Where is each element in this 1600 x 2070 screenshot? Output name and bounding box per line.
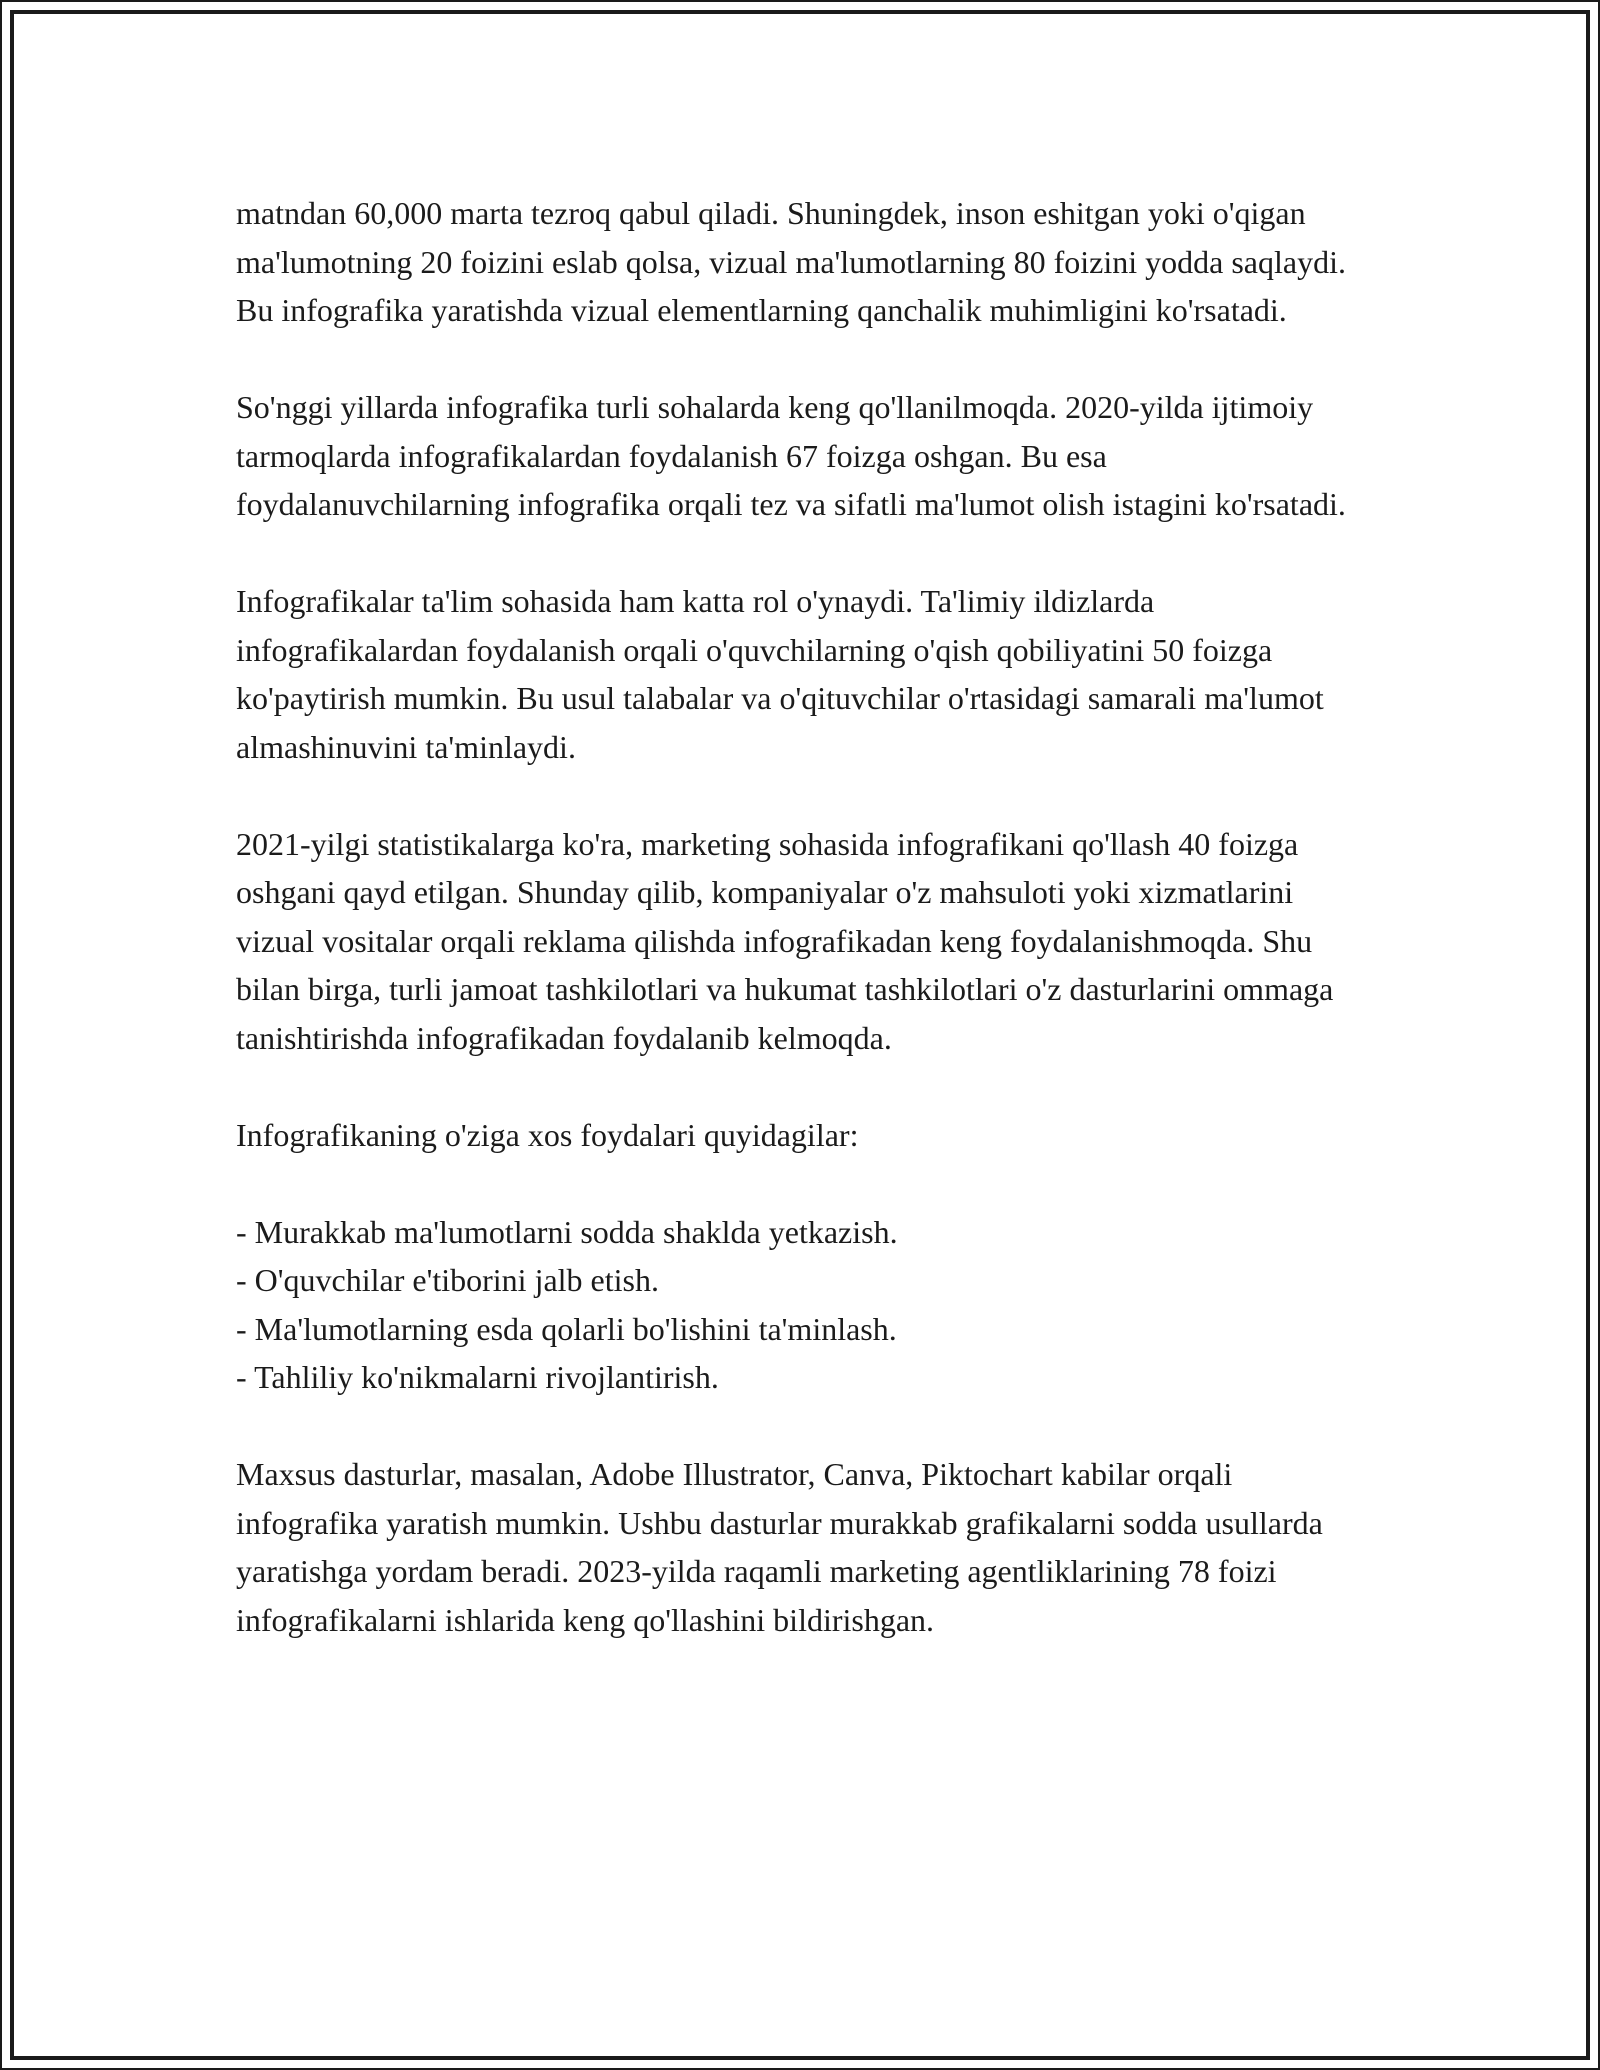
list-item: - O'quvchilar e'tiborini jalb etish. (236, 1262, 659, 1298)
document-body (236, 189, 1366, 1693)
benefits-list (236, 1208, 1366, 1402)
list-item: - Ma'lumotlarning esda qolarli bo'lishini ta'minlash. (236, 1310, 897, 1347)
paragraph-social-media: So'nggi yillarda infografika turli sohalarda keng qo'llanilmoqda. 2020-yilda ijtimoiy tarmoqlarda infografikalardan foydalanish 67 foizga oshgan. Bu esa foydalanuvchilarning infografika orqali tez va sifatli ma'lumot olish istagini ko'rsatadi. (236, 389, 1346, 522)
list-item: - Murakkab ma'lumotlarni sodda shaklda yetkazish. (236, 1213, 898, 1250)
paragraph-tools: Maxsus dasturlar, masalan, Adobe Illustrator, Canva, Piktochart kabilar orqali infografika yaratish mumkin. Ushbu dasturlar murakkab grafikalarni sodda usullarda yaratishga yordam beradi. 2023-yilda raqamli marketing agentliklarining 78 foizi infografikalarni ishlarida keng qo'llashini bildirishgan. (236, 1456, 1323, 1638)
paragraph-marketing: 2021-yilgi statistikalarga ko'ra, marketing sohasida infografikani qo'llash 40 foizga oshgani qayd etilgan. Shunday qilib, kompaniyalar o'z mahsuloti yoki xizmatlarini vizual vositalar orqali reklama qilishda infografikadan keng foydalanishmoqda. Shu bilan birga, turli jamoat tashkilotlari va hukumat tashkilotlari o'z dasturlarini ommaga tanishtirishda infografikadan foydalanib kelmoqda. (236, 825, 1334, 1056)
paragraph-benefits-heading: Infografikaning o'ziga xos foydalari quyidagilar: (236, 1116, 859, 1153)
paragraph-education: Infografikalar ta'lim sohasida ham katta rol o'ynaydi. Ta'limiy ildizlarda infografikalardan foydalanish orqali o'quvchilarning o'qish qobiliyatini 50 foizga ko'paytirish mumkin. Bu usul talabalar va o'qituvchilar o'rtasidagi samarali ma'lumot almashinuvini ta'minlaydi. (236, 583, 1324, 765)
paragraph-intro: matndan 60,000 marta tezroq qabul qiladi. Shuningdek, inson eshitgan yoki o'qigan ma'lumotning 20 foizini eslab qolsa, vizual ma'lumotlarning 80 foizini yodda saqlaydi. Bu infografika yaratishda vizual elementlarning qanchalik muhimligini ko'rsatadi. (236, 195, 1346, 328)
list-item: - Tahliliy ko'nikmalarni rivojlantirish. (236, 1359, 719, 1395)
